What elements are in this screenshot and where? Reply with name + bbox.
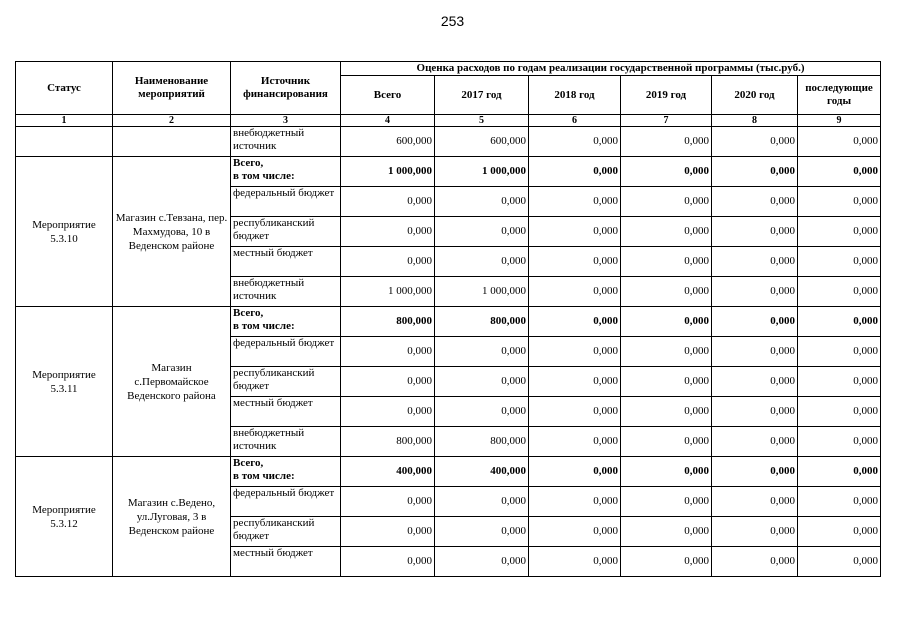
header-2020: 2020 год [712,76,798,115]
value-cell: 0,000 [435,547,529,577]
value-cell: 0,000 [341,397,435,427]
value-cell: 0,000 [529,157,621,187]
value-cell: 600,000 [341,127,435,157]
value-cell: 0,000 [435,187,529,217]
value-cell: 800,000 [435,307,529,337]
value-cell: 0,000 [712,187,798,217]
value-cell: 0,000 [621,367,712,397]
value-cell: 0,000 [621,247,712,277]
header-name: Наименование мероприятий [113,62,231,115]
value-cell: 0,000 [712,427,798,457]
source-cell: местный бюджет [231,547,341,577]
value-cell: 0,000 [529,277,621,307]
measure-name: Магазин с.Ведено, ул.Луговая, 3 в Веденском районе [113,457,231,577]
source-cell: местный бюджет [231,397,341,427]
value-cell: 0,000 [435,367,529,397]
value-cell: 0,000 [529,337,621,367]
value-cell: 0,000 [529,397,621,427]
value-cell: 0,000 [712,547,798,577]
value-cell: 0,000 [798,367,881,397]
value-cell: 0,000 [621,517,712,547]
value-cell: 0,000 [529,307,621,337]
value-cell: 0,000 [798,247,881,277]
value-cell: 0,000 [529,247,621,277]
measure-name: Магазин с.Первомайское Веденского района [113,307,231,457]
value-cell: 0,000 [712,367,798,397]
measure-name: Магазин с.Тевзана, пер. Махмудова, 10 в Веденском районе [113,157,231,307]
value-cell: 0,000 [621,127,712,157]
value-cell: 0,000 [341,367,435,397]
value-cell: 0,000 [341,487,435,517]
value-cell: 0,000 [621,307,712,337]
value-cell: 0,000 [529,217,621,247]
column-numbers-row [16,115,881,127]
source-cell: федеральный бюджет [231,337,341,367]
table-row [16,157,881,187]
value-cell: 0,000 [529,487,621,517]
value-cell: 0,000 [712,127,798,157]
value-cell: 0,000 [712,487,798,517]
source-cell: Всего, в том числе: [231,307,341,337]
value-cell: 0,000 [341,337,435,367]
table-row [16,127,881,157]
header-source: Источник финансирования [231,62,341,115]
value-cell: 0,000 [798,217,881,247]
source-cell: Всего, в том числе: [231,457,341,487]
value-cell: 800,000 [341,307,435,337]
header-costs-group: Оценка расходов по годам реализации государственной программы (тыс.руб.) [341,62,881,76]
source-cell: республиканский бюджет [231,217,341,247]
header-2017: 2017 год [435,76,529,115]
value-cell: 0,000 [712,247,798,277]
value-cell: 0,000 [621,337,712,367]
value-cell: 0,000 [621,157,712,187]
value-cell: 0,000 [621,457,712,487]
value-cell: 0,000 [529,187,621,217]
value-cell: 0,000 [621,187,712,217]
value-cell: 1 000,000 [435,157,529,187]
value-cell: 0,000 [798,487,881,517]
source-cell: федеральный бюджет [231,187,341,217]
value-cell: 0,000 [798,517,881,547]
value-cell: 0,000 [435,517,529,547]
source-cell: местный бюджет [231,247,341,277]
column-number: 7 [621,115,712,127]
header-total: Всего [341,76,435,115]
value-cell: 1 000,000 [435,277,529,307]
value-cell: 0,000 [529,367,621,397]
value-cell: 0,000 [621,487,712,517]
source-cell: республиканский бюджет [231,517,341,547]
value-cell: 0,000 [798,157,881,187]
header-2018: 2018 год [529,76,621,115]
column-number: 9 [798,115,881,127]
column-number: 1 [16,115,113,127]
value-cell: 0,000 [341,187,435,217]
value-cell: 0,000 [435,337,529,367]
value-cell: 800,000 [435,427,529,457]
value-cell: 0,000 [529,517,621,547]
value-cell: 400,000 [341,457,435,487]
column-number: 8 [712,115,798,127]
column-number: 5 [435,115,529,127]
measure-status: Мероприятие 5.3.12 [16,457,113,577]
header-status: Статус [16,62,113,115]
value-cell: 0,000 [341,217,435,247]
value-cell: 0,000 [621,427,712,457]
value-cell: 1 000,000 [341,157,435,187]
source-cell: республиканский бюджет [231,367,341,397]
column-number: 3 [231,115,341,127]
value-cell: 0,000 [529,457,621,487]
source-cell: федеральный бюджет [231,487,341,517]
value-cell: 0,000 [712,307,798,337]
measure-status: Мероприятие 5.3.10 [16,157,113,307]
measure-status: Мероприятие 5.3.11 [16,307,113,457]
value-cell: 0,000 [341,517,435,547]
value-cell: 0,000 [798,277,881,307]
value-cell: 0,000 [798,457,881,487]
value-cell: 0,000 [529,427,621,457]
value-cell: 0,000 [798,337,881,367]
value-cell: 0,000 [712,217,798,247]
column-number: 6 [529,115,621,127]
value-cell: 0,000 [712,337,798,367]
value-cell: 0,000 [798,187,881,217]
value-cell: 0,000 [435,217,529,247]
value-cell: 400,000 [435,457,529,487]
value-cell: 0,000 [712,517,798,547]
status-cell [16,127,113,157]
value-cell: 800,000 [341,427,435,457]
table-row [16,307,881,337]
column-number: 2 [113,115,231,127]
source-cell: внебюджетный источник [231,127,341,157]
source-cell: внебюджетный источник [231,277,341,307]
value-cell: 0,000 [529,127,621,157]
source-cell: Всего, в том числе: [231,157,341,187]
value-cell: 1 000,000 [341,277,435,307]
value-cell: 0,000 [621,397,712,427]
value-cell: 0,000 [621,217,712,247]
column-number: 4 [341,115,435,127]
value-cell: 600,000 [435,127,529,157]
value-cell: 0,000 [712,457,798,487]
value-cell: 0,000 [341,247,435,277]
value-cell: 0,000 [341,547,435,577]
source-cell: внебюджетный источник [231,427,341,457]
page-number: 253 [440,13,465,29]
value-cell: 0,000 [712,277,798,307]
name-cell [113,127,231,157]
value-cell: 0,000 [621,547,712,577]
value-cell: 0,000 [435,247,529,277]
value-cell: 0,000 [712,397,798,427]
header-following-years: последующие годы [798,76,881,115]
value-cell: 0,000 [798,427,881,457]
value-cell: 0,000 [798,307,881,337]
value-cell: 0,000 [798,397,881,427]
value-cell: 0,000 [712,157,798,187]
value-cell: 0,000 [798,127,881,157]
value-cell: 0,000 [529,547,621,577]
value-cell: 0,000 [435,487,529,517]
value-cell: 0,000 [798,547,881,577]
header-2019: 2019 год [621,76,712,115]
value-cell: 0,000 [621,277,712,307]
program-costs-table [15,61,881,577]
value-cell: 0,000 [435,397,529,427]
table-row [16,457,881,487]
